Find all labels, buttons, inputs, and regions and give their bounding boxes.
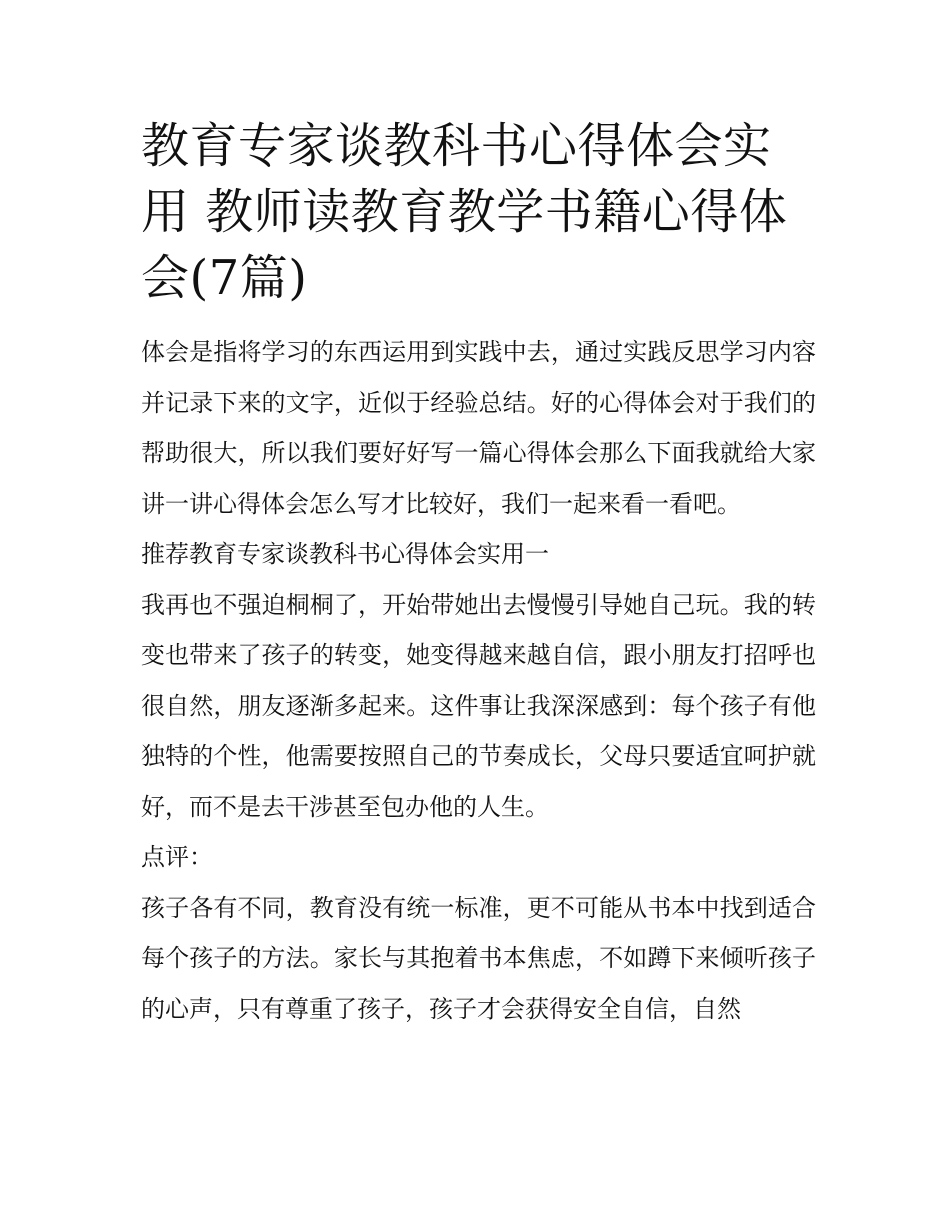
intro-paragraph: 体会是指将学习的东西运用到实践中去，通过实践反思学习内容并记录下来的文字，近似于经验总结。好的心得体会对于我们的帮助很大，所以我们要好好写一篇心得体会那么下面我就给大家讲一讲心得体会怎么写才比较好，我们一起来看一看吧。 [141,338,816,518]
story-paragraph: 我再也不强迫桐桐了，开始带她出去慢慢引导她自己玩。我的转变也带来了孩子的转变，她变得越来越自信，跟小朋友打招呼也很自然，朋友逐渐多起来。这件事让我深深感到：每个孩子有他独特的个性，他需要按照自己的节奏成长，父母只要适宜呵护就好，而不是去干涉甚至包办他的人生。 [141,590,816,821]
comment-label: 点评： [141,843,213,871]
comment-paragraph: 孩子各有不同，教育没有统一标准，更不可能从书本中找到适合每个孩子的方法。家长与其抱着书本焦虑，不如蹲下来倾听孩子的心声，只有尊重了孩子，孩子才会获得安全自信，自然 [141,893,816,1023]
document-body [141,327,816,1034]
document-content [141,113,816,1034]
document-title: 教育专家谈教科书心得体会实用 教师读教育教学书籍心得体会(7篇) [141,118,788,306]
section-heading: 推荐教育专家谈教科书心得体会实用一 [141,540,549,568]
